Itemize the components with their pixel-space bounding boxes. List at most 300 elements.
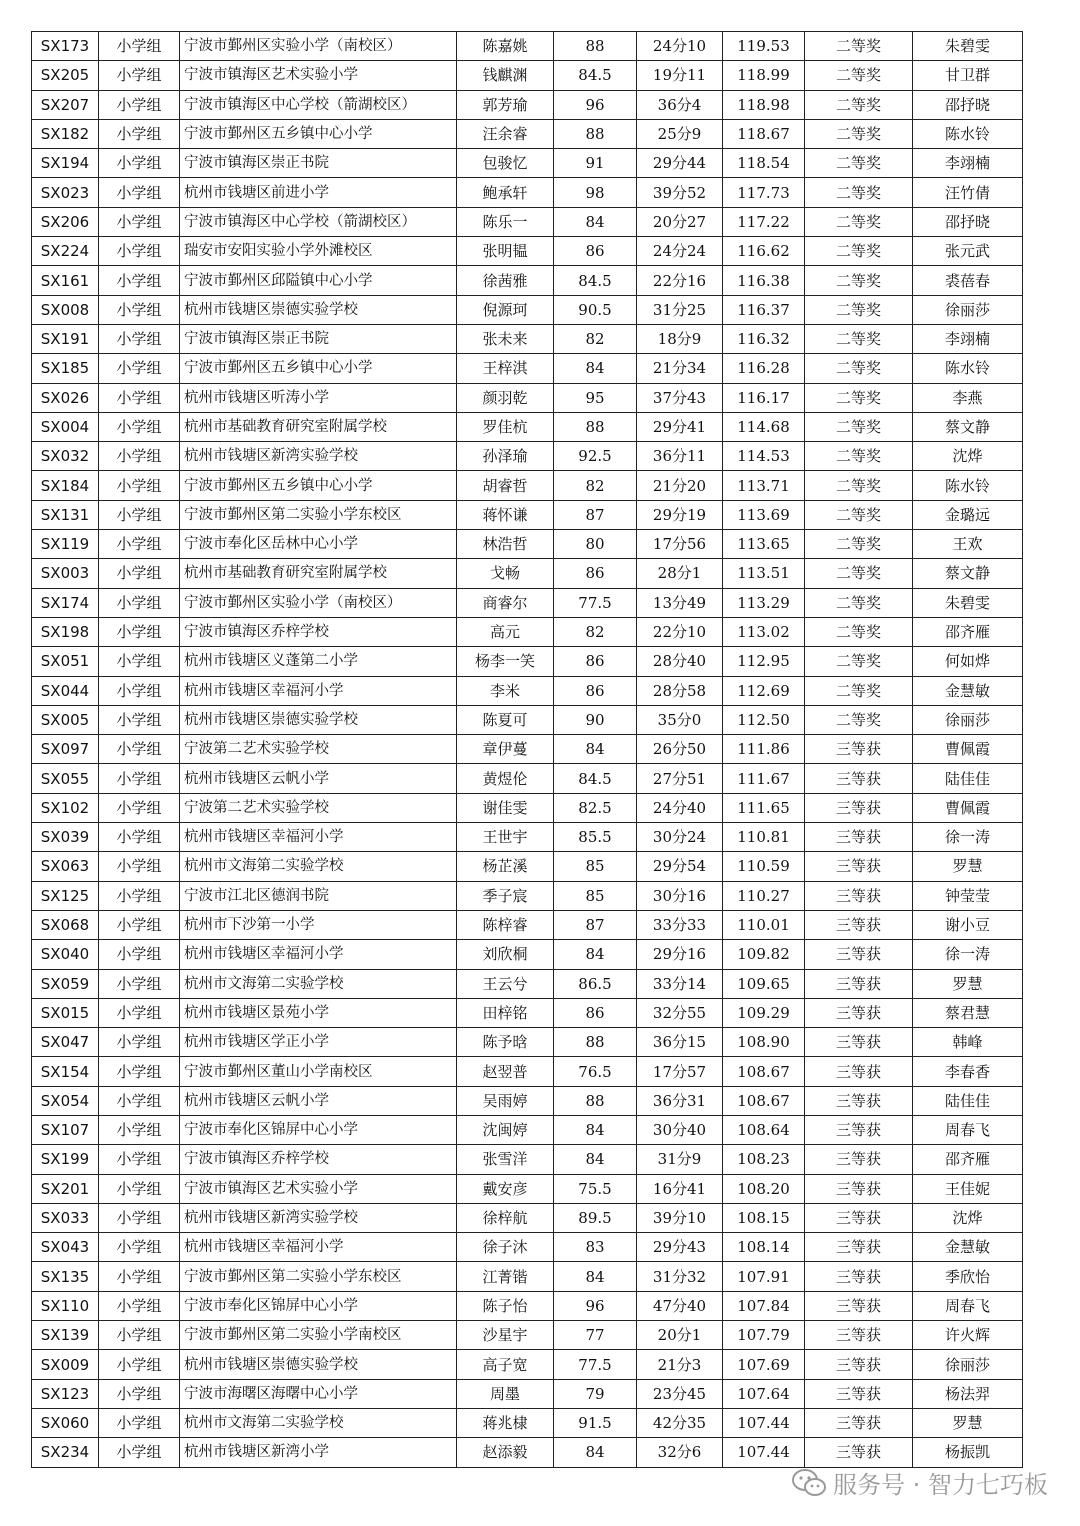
id-cell: SX097 (32, 735, 99, 764)
table-row (32, 207, 1023, 236)
time-cell: 13分49 (637, 588, 723, 617)
school-cell: 杭州市钱塘区新湾实验学校 (180, 1203, 457, 1232)
time-cell: 29分19 (637, 500, 723, 529)
time-cell: 42分35 (637, 1408, 723, 1437)
id-cell: SX102 (32, 793, 99, 822)
score-cell: 77.5 (554, 1350, 637, 1379)
table-row (32, 442, 1023, 471)
score-cell: 92.5 (554, 442, 637, 471)
group-cell: 小学组 (99, 881, 180, 910)
total-cell: 107.79 (723, 1321, 805, 1350)
name-cell: 孙泽瑜 (457, 442, 554, 471)
group-cell: 小学组 (99, 1350, 180, 1379)
name-cell: 刘欣桐 (457, 940, 554, 969)
name-cell: 胡睿哲 (457, 471, 554, 500)
award-cell: 二等奖 (805, 61, 913, 90)
id-cell: SX008 (32, 295, 99, 324)
score-cell: 84 (554, 940, 637, 969)
school-cell: 宁波市鄞州区实验小学（南校区） (180, 32, 457, 61)
time-cell: 17分57 (637, 1057, 723, 1086)
score-cell: 86.5 (554, 969, 637, 998)
total-cell: 107.84 (723, 1291, 805, 1320)
table-row (32, 1057, 1023, 1086)
school-cell: 宁波市江北区德润书院 (180, 881, 457, 910)
time-cell: 39分52 (637, 178, 723, 207)
school-cell: 杭州市钱塘区云帆小学 (180, 1086, 457, 1115)
school-cell: 宁波市镇海区乔梓学校 (180, 617, 457, 646)
table-row (32, 852, 1023, 881)
school-cell: 杭州市钱塘区云帆小学 (180, 764, 457, 793)
group-cell: 小学组 (99, 676, 180, 705)
award-cell: 三等获 (805, 881, 913, 910)
group-cell: 小学组 (99, 1203, 180, 1232)
name-cell: 陈夏可 (457, 705, 554, 734)
table-row (32, 1262, 1023, 1291)
total-cell: 112.50 (723, 705, 805, 734)
id-cell: SX194 (32, 149, 99, 178)
time-cell: 36分15 (637, 1028, 723, 1057)
time-cell: 24分10 (637, 32, 723, 61)
teacher-cell: 沈烨 (913, 1203, 1023, 1232)
school-cell: 杭州市钱塘区新湾小学 (180, 1438, 457, 1467)
group-cell: 小学组 (99, 1438, 180, 1467)
time-cell: 28分40 (637, 647, 723, 676)
school-cell: 宁波市鄞州区董山小学南校区 (180, 1057, 457, 1086)
score-cell: 96 (554, 90, 637, 119)
teacher-cell: 季欣怡 (913, 1262, 1023, 1291)
time-cell: 35分0 (637, 705, 723, 734)
results-table (31, 31, 1023, 1468)
name-cell: 钱麒渊 (457, 61, 554, 90)
name-cell: 周墨 (457, 1379, 554, 1408)
id-cell: SX154 (32, 1057, 99, 1086)
group-cell: 小学组 (99, 354, 180, 383)
time-cell: 27分51 (637, 764, 723, 793)
group-cell: 小学组 (99, 61, 180, 90)
award-cell: 三等获 (805, 1086, 913, 1115)
total-cell: 107.44 (723, 1408, 805, 1437)
name-cell: 沙星宇 (457, 1321, 554, 1350)
group-cell: 小学组 (99, 383, 180, 412)
teacher-cell: 王欢 (913, 530, 1023, 559)
group-cell: 小学组 (99, 324, 180, 353)
watermark (791, 1465, 1048, 1500)
wechat-icon (791, 1468, 827, 1498)
award-cell: 二等奖 (805, 207, 913, 236)
time-cell: 29分44 (637, 149, 723, 178)
school-cell: 宁波市鄞州区第二实验小学南校区 (180, 1321, 457, 1350)
award-cell: 二等奖 (805, 266, 913, 295)
school-cell: 宁波市奉化区岳林中心小学 (180, 530, 457, 559)
time-cell: 32分55 (637, 998, 723, 1027)
award-cell: 三等获 (805, 1057, 913, 1086)
award-cell: 三等获 (805, 1145, 913, 1174)
group-cell: 小学组 (99, 442, 180, 471)
group-cell: 小学组 (99, 149, 180, 178)
group-cell: 小学组 (99, 1145, 180, 1174)
group-cell: 小学组 (99, 1408, 180, 1437)
teacher-cell: 陈水铃 (913, 471, 1023, 500)
name-cell: 林浩哲 (457, 530, 554, 559)
time-cell: 30分40 (637, 1115, 723, 1144)
total-cell: 116.28 (723, 354, 805, 383)
award-cell: 三等获 (805, 793, 913, 822)
school-cell: 杭州市钱塘区幸福河小学 (180, 676, 457, 705)
group-cell: 小学组 (99, 1086, 180, 1115)
teacher-cell: 何如烨 (913, 647, 1023, 676)
school-cell: 杭州市钱塘区崇德实验学校 (180, 1350, 457, 1379)
total-cell: 116.17 (723, 383, 805, 412)
time-cell: 37分43 (637, 383, 723, 412)
name-cell: 郭芳瑜 (457, 90, 554, 119)
score-cell: 80 (554, 530, 637, 559)
total-cell: 107.91 (723, 1262, 805, 1291)
school-cell: 宁波第二艺术实验学校 (180, 735, 457, 764)
teacher-cell: 陈水铃 (913, 119, 1023, 148)
group-cell: 小学组 (99, 237, 180, 266)
name-cell: 陈子怡 (457, 1291, 554, 1320)
school-cell: 宁波市镇海区崇正书院 (180, 149, 457, 178)
score-cell: 84 (554, 1115, 637, 1144)
teacher-cell: 王佳妮 (913, 1174, 1023, 1203)
group-cell: 小学组 (99, 412, 180, 441)
school-cell: 宁波市镇海区乔梓学校 (180, 1145, 457, 1174)
name-cell: 陈乐一 (457, 207, 554, 236)
group-cell: 小学组 (99, 1233, 180, 1262)
table-row (32, 676, 1023, 705)
group-cell: 小学组 (99, 471, 180, 500)
award-cell: 三等获 (805, 1174, 913, 1203)
name-cell: 倪源珂 (457, 295, 554, 324)
time-cell: 24分40 (637, 793, 723, 822)
school-cell: 杭州市钱塘区幸福河小学 (180, 940, 457, 969)
score-cell: 85 (554, 881, 637, 910)
id-cell: SX125 (32, 881, 99, 910)
total-cell: 109.29 (723, 998, 805, 1027)
name-cell: 章伊蔓 (457, 735, 554, 764)
group-cell: 小学组 (99, 705, 180, 734)
table-row (32, 500, 1023, 529)
time-cell: 36分4 (637, 90, 723, 119)
table-row (32, 237, 1023, 266)
total-cell: 107.44 (723, 1438, 805, 1467)
id-cell: SX234 (32, 1438, 99, 1467)
score-cell: 84.5 (554, 764, 637, 793)
name-cell: 徐茜雅 (457, 266, 554, 295)
total-cell: 117.22 (723, 207, 805, 236)
teacher-cell: 李翊楠 (913, 149, 1023, 178)
teacher-cell: 陈水铃 (913, 354, 1023, 383)
time-cell: 23分45 (637, 1379, 723, 1408)
total-cell: 116.32 (723, 324, 805, 353)
score-cell: 82 (554, 471, 637, 500)
school-cell: 杭州市钱塘区景苑小学 (180, 998, 457, 1027)
teacher-cell: 杨振凯 (913, 1438, 1023, 1467)
score-cell: 75.5 (554, 1174, 637, 1203)
school-cell: 宁波市镇海区中心学校（箭湖校区） (180, 90, 457, 119)
group-cell: 小学组 (99, 969, 180, 998)
score-cell: 88 (554, 1086, 637, 1115)
teacher-cell: 陆佳佳 (913, 764, 1023, 793)
score-cell: 84 (554, 1145, 637, 1174)
table-row (32, 119, 1023, 148)
award-cell: 二等奖 (805, 676, 913, 705)
total-cell: 112.69 (723, 676, 805, 705)
id-cell: SX119 (32, 530, 99, 559)
id-cell: SX191 (32, 324, 99, 353)
time-cell: 18分9 (637, 324, 723, 353)
id-cell: SX107 (32, 1115, 99, 1144)
time-cell: 19分11 (637, 61, 723, 90)
total-cell: 107.64 (723, 1379, 805, 1408)
score-cell: 88 (554, 119, 637, 148)
school-cell: 瑞安市安阳实验小学外滩校区 (180, 237, 457, 266)
school-cell: 宁波市海曙区海曙中心小学 (180, 1379, 457, 1408)
id-cell: SX174 (32, 588, 99, 617)
group-cell: 小学组 (99, 1321, 180, 1350)
total-cell: 119.53 (723, 32, 805, 61)
id-cell: SX055 (32, 764, 99, 793)
total-cell: 117.73 (723, 178, 805, 207)
teacher-cell: 徐丽莎 (913, 705, 1023, 734)
group-cell: 小学组 (99, 119, 180, 148)
total-cell: 108.14 (723, 1233, 805, 1262)
school-cell: 杭州市文海第二实验学校 (180, 1408, 457, 1437)
name-cell: 杨芷溪 (457, 852, 554, 881)
table-row (32, 324, 1023, 353)
teacher-cell: 徐丽莎 (913, 295, 1023, 324)
name-cell: 罗佳杭 (457, 412, 554, 441)
total-cell: 118.98 (723, 90, 805, 119)
teacher-cell: 甘卫群 (913, 61, 1023, 90)
name-cell: 王世宇 (457, 823, 554, 852)
school-cell: 杭州市钱塘区听涛小学 (180, 383, 457, 412)
score-cell: 84 (554, 735, 637, 764)
score-cell: 77 (554, 1321, 637, 1350)
award-cell: 三等获 (805, 1203, 913, 1232)
group-cell: 小学组 (99, 1262, 180, 1291)
table-row (32, 1438, 1023, 1467)
award-cell: 二等奖 (805, 705, 913, 734)
table-row (32, 1379, 1023, 1408)
group-cell: 小学组 (99, 764, 180, 793)
teacher-cell: 谢小豆 (913, 910, 1023, 939)
school-cell: 杭州市钱塘区幸福河小学 (180, 823, 457, 852)
award-cell: 三等获 (805, 1321, 913, 1350)
group-cell: 小学组 (99, 1115, 180, 1144)
table-row (32, 1321, 1023, 1350)
total-cell: 113.02 (723, 617, 805, 646)
table-row (32, 559, 1023, 588)
group-cell: 小学组 (99, 530, 180, 559)
teacher-cell: 邵齐雁 (913, 617, 1023, 646)
school-cell: 杭州市基础教育研究室附属学校 (180, 559, 457, 588)
table-row (32, 588, 1023, 617)
score-cell: 76.5 (554, 1057, 637, 1086)
table-row (32, 764, 1023, 793)
id-cell: SX131 (32, 500, 99, 529)
table-row (32, 1145, 1023, 1174)
score-cell: 87 (554, 910, 637, 939)
group-cell: 小学组 (99, 90, 180, 119)
group-cell: 小学组 (99, 998, 180, 1027)
time-cell: 21分20 (637, 471, 723, 500)
id-cell: SX063 (32, 852, 99, 881)
award-cell: 三等获 (805, 910, 913, 939)
school-cell: 杭州市钱塘区幸福河小学 (180, 1233, 457, 1262)
award-cell: 二等奖 (805, 442, 913, 471)
teacher-cell: 李春香 (913, 1057, 1023, 1086)
total-cell: 116.37 (723, 295, 805, 324)
school-cell: 杭州市钱塘区崇德实验学校 (180, 705, 457, 734)
school-cell: 宁波市鄞州区实验小学（南校区） (180, 588, 457, 617)
score-cell: 90.5 (554, 295, 637, 324)
name-cell: 王梓淇 (457, 354, 554, 383)
name-cell: 吴雨婷 (457, 1086, 554, 1115)
time-cell: 22分16 (637, 266, 723, 295)
id-cell: SX182 (32, 119, 99, 148)
total-cell: 108.15 (723, 1203, 805, 1232)
score-cell: 82.5 (554, 793, 637, 822)
id-cell: SX139 (32, 1321, 99, 1350)
score-cell: 79 (554, 1379, 637, 1408)
table-row (32, 617, 1023, 646)
total-cell: 113.65 (723, 530, 805, 559)
total-cell: 118.54 (723, 149, 805, 178)
name-cell: 季子宸 (457, 881, 554, 910)
award-cell: 二等奖 (805, 178, 913, 207)
id-cell: SX047 (32, 1028, 99, 1057)
id-cell: SX185 (32, 354, 99, 383)
school-cell: 宁波市鄞州区第二实验小学东校区 (180, 500, 457, 529)
score-cell: 84 (554, 1438, 637, 1467)
name-cell: 蒋怀谦 (457, 500, 554, 529)
award-cell: 二等奖 (805, 295, 913, 324)
total-cell: 113.29 (723, 588, 805, 617)
time-cell: 29分41 (637, 412, 723, 441)
id-cell: SX003 (32, 559, 99, 588)
name-cell: 蒋兆棣 (457, 1408, 554, 1437)
name-cell: 包骏忆 (457, 149, 554, 178)
group-cell: 小学组 (99, 735, 180, 764)
score-cell: 88 (554, 32, 637, 61)
name-cell: 张未来 (457, 324, 554, 353)
name-cell: 张明韫 (457, 237, 554, 266)
id-cell: SX059 (32, 969, 99, 998)
group-cell: 小学组 (99, 1028, 180, 1057)
name-cell: 鲍承轩 (457, 178, 554, 207)
id-cell: SX123 (32, 1379, 99, 1408)
school-cell: 宁波市镇海区崇正书院 (180, 324, 457, 353)
total-cell: 118.99 (723, 61, 805, 90)
watermark-text: 服务号 · 智力七巧板 (833, 1471, 1048, 1499)
name-cell: 陈予晗 (457, 1028, 554, 1057)
score-cell: 96 (554, 1291, 637, 1320)
table-row (32, 823, 1023, 852)
score-cell: 88 (554, 1028, 637, 1057)
table-row (32, 793, 1023, 822)
total-cell: 113.51 (723, 559, 805, 588)
total-cell: 116.38 (723, 266, 805, 295)
time-cell: 29分54 (637, 852, 723, 881)
table-row (32, 32, 1023, 61)
teacher-cell: 汪竹倩 (913, 178, 1023, 207)
id-cell: SX026 (32, 383, 99, 412)
school-cell: 杭州市钱塘区新湾实验学校 (180, 442, 457, 471)
score-cell: 82 (554, 324, 637, 353)
score-cell: 91 (554, 149, 637, 178)
teacher-cell: 邵齐雁 (913, 1145, 1023, 1174)
teacher-cell: 蔡文静 (913, 559, 1023, 588)
teacher-cell: 邵抒晓 (913, 207, 1023, 236)
group-cell: 小学组 (99, 910, 180, 939)
award-cell: 三等获 (805, 1028, 913, 1057)
name-cell: 张雪洋 (457, 1145, 554, 1174)
school-cell: 杭州市钱塘区前进小学 (180, 178, 457, 207)
group-cell: 小学组 (99, 559, 180, 588)
group-cell: 小学组 (99, 1379, 180, 1408)
name-cell: 徐梓航 (457, 1203, 554, 1232)
teacher-cell: 李燕 (913, 383, 1023, 412)
award-cell: 三等获 (805, 1115, 913, 1144)
results-table-body (32, 32, 1023, 1468)
award-cell: 三等获 (805, 940, 913, 969)
score-cell: 85.5 (554, 823, 637, 852)
total-cell: 110.27 (723, 881, 805, 910)
score-cell: 90 (554, 705, 637, 734)
school-cell: 宁波市鄞州区五乡镇中心小学 (180, 119, 457, 148)
score-cell: 89.5 (554, 1203, 637, 1232)
table-row (32, 1115, 1023, 1144)
school-cell: 宁波市镇海区艺术实验小学 (180, 61, 457, 90)
table-row (32, 178, 1023, 207)
table-row (32, 881, 1023, 910)
time-cell: 21分34 (637, 354, 723, 383)
id-cell: SX184 (32, 471, 99, 500)
time-cell: 36分31 (637, 1086, 723, 1115)
total-cell: 111.65 (723, 793, 805, 822)
score-cell: 84 (554, 207, 637, 236)
award-cell: 三等获 (805, 823, 913, 852)
table-row (32, 354, 1023, 383)
group-cell: 小学组 (99, 647, 180, 676)
table-row (32, 266, 1023, 295)
group-cell: 小学组 (99, 1174, 180, 1203)
table-row (32, 910, 1023, 939)
teacher-cell: 许火辉 (913, 1321, 1023, 1350)
total-cell: 111.67 (723, 764, 805, 793)
award-cell: 三等获 (805, 764, 913, 793)
school-cell: 宁波市奉化区锦屏中心小学 (180, 1291, 457, 1320)
award-cell: 三等获 (805, 1408, 913, 1437)
teacher-cell: 蔡君慧 (913, 998, 1023, 1027)
name-cell: 杨李一笑 (457, 647, 554, 676)
total-cell: 113.69 (723, 500, 805, 529)
school-cell: 杭州市钱塘区义蓬第二小学 (180, 647, 457, 676)
score-cell: 83 (554, 1233, 637, 1262)
id-cell: SX054 (32, 1086, 99, 1115)
table-row (32, 1233, 1023, 1262)
table-row (32, 1291, 1023, 1320)
name-cell: 江菁锴 (457, 1262, 554, 1291)
teacher-cell: 周春飞 (913, 1115, 1023, 1144)
score-cell: 77.5 (554, 588, 637, 617)
id-cell: SX004 (32, 412, 99, 441)
name-cell: 田梓铭 (457, 998, 554, 1027)
name-cell: 商睿尔 (457, 588, 554, 617)
teacher-cell: 金慧敏 (913, 1233, 1023, 1262)
id-cell: SX005 (32, 705, 99, 734)
